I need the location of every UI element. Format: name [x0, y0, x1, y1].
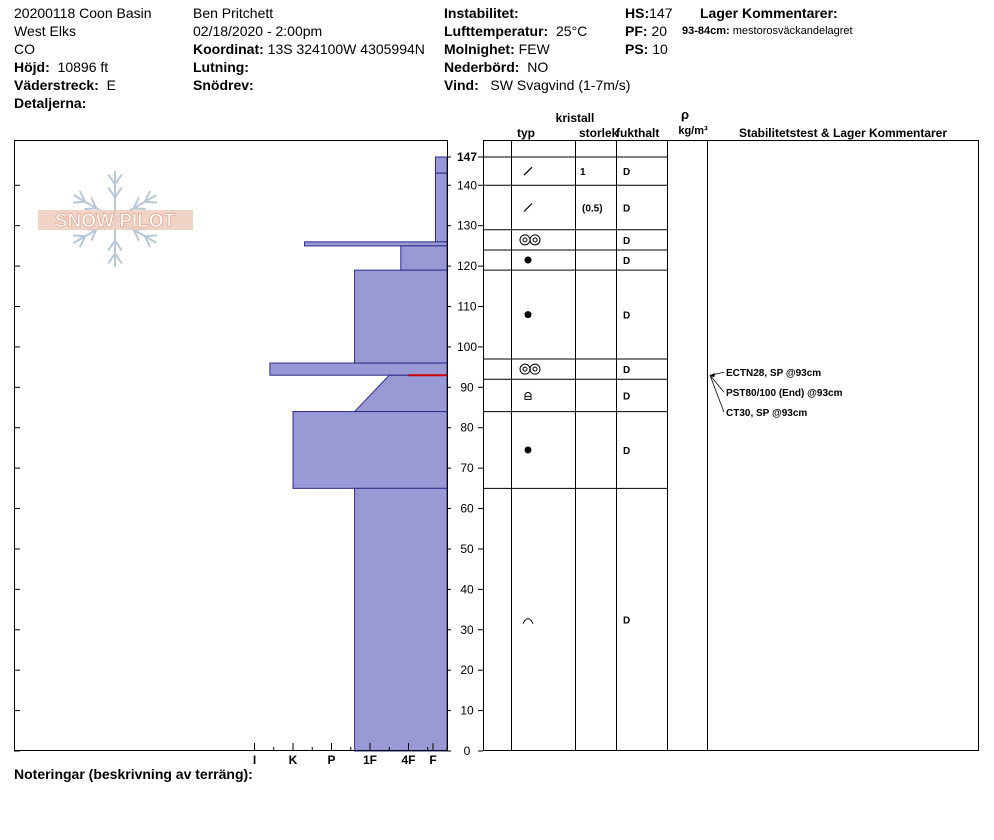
- layer-moisture: D: [623, 167, 631, 179]
- snowflake-branch: [108, 254, 115, 264]
- stability-header: Stabilitetstest & Lager Kommentarer: [738, 126, 948, 140]
- crystal-ring-icon: [520, 235, 530, 245]
- snowflake-branch: [73, 202, 85, 203]
- depth-tick-label: 0: [463, 744, 471, 758]
- hardness-layer-65-0: [355, 488, 447, 751]
- hardness-tick-label: F: [429, 753, 437, 767]
- type-header: typ: [517, 126, 535, 140]
- crystal-cup-icon: [525, 392, 531, 399]
- hardness-layer-125-119: [401, 246, 447, 270]
- elevation-label: Höjd:: [14, 59, 50, 75]
- hardness-tick-label: I: [252, 753, 257, 767]
- air-temp-label: Lufttemperatur:: [444, 23, 549, 39]
- pf-value: 20: [651, 23, 668, 39]
- coord-value: 13S 324100W 4305994N: [267, 41, 425, 57]
- layer-comment-text: mestorosväckandelagret: [732, 25, 853, 37]
- snowflake-branch: [108, 175, 115, 185]
- depth-tick-label: 120: [456, 259, 478, 274]
- pf-label: PF:: [625, 23, 648, 39]
- aspect-label: Väderstreck:: [14, 77, 99, 93]
- layer-moisture: D: [623, 391, 631, 403]
- crystal-ring-icon: [520, 364, 530, 374]
- crystal-ring-inner-icon: [523, 367, 527, 371]
- depth-axis: [447, 150, 483, 758]
- precip-value: NO: [527, 59, 549, 75]
- layer-moisture: D: [623, 310, 631, 322]
- layer-table-frame: [484, 141, 979, 751]
- crystal-header: kristall: [555, 111, 595, 125]
- stability-tests: [710, 368, 843, 419]
- snowflake-branch: [108, 241, 115, 251]
- stability-leader: [710, 375, 724, 392]
- snowflake-branch: [145, 202, 157, 203]
- wind-label: Vind:: [444, 77, 479, 93]
- snowflake-branch: [115, 175, 122, 185]
- wind-value: SW Svagvind (1-7m/s): [490, 77, 631, 93]
- depth-tick-label: 60: [460, 501, 474, 516]
- snowflake-branch: [115, 187, 122, 197]
- hardness-layer-143-126: [435, 173, 447, 242]
- instability-label: Instabilitet:: [444, 5, 519, 21]
- snowflake-branch: [145, 235, 157, 236]
- snowflake-branch: [73, 235, 85, 236]
- hardness-layer-119-96: [355, 270, 447, 363]
- air-temp-value: 25°C: [556, 23, 588, 39]
- layer-moisture: D: [623, 365, 631, 377]
- stability-test-label: PST80/100 (End) @93cm: [726, 388, 843, 400]
- hardness-tick-label: P: [327, 753, 336, 767]
- depth-tick-label: 140: [456, 178, 478, 193]
- crystal-ring-icon: [530, 364, 540, 374]
- depth-tick-label: 40: [460, 582, 474, 597]
- hardness-tick-label: K: [288, 753, 298, 767]
- depth-tick-label: 130: [456, 218, 478, 233]
- crystal-slash-icon: [524, 204, 532, 212]
- hs-value: 147: [649, 5, 673, 21]
- snowflake-branch: [134, 208, 146, 209]
- moisture-header: fukthalt: [616, 126, 660, 140]
- layer-size: 1: [580, 167, 586, 179]
- hardness-layer-96-93: [270, 363, 447, 375]
- depth-tick-label: 20: [460, 663, 474, 678]
- crystal-dot-icon: [525, 257, 532, 264]
- sky-value: FEW: [518, 41, 550, 57]
- sky-label: Molnighet:: [444, 41, 515, 57]
- depth-tick-label: 30: [460, 622, 474, 637]
- elevation-value: 10896 ft: [57, 59, 109, 75]
- layer-comments-title: Lager Kommentarer:: [700, 5, 838, 21]
- stability-test-label: CT30, SP @93cm: [726, 408, 808, 420]
- layer-moisture: D: [623, 203, 631, 215]
- depth-tick-label: 100: [456, 339, 478, 354]
- crystal-ring-inner-icon: [533, 238, 537, 242]
- ps-value: 10: [652, 41, 668, 57]
- hardness-layer-126-125: [305, 242, 447, 246]
- rho-header: ρ: [680, 107, 690, 122]
- depth-tick-label: 90: [460, 380, 474, 395]
- notes-label: Noteringar (beskrivning av terräng):: [14, 766, 253, 782]
- crystal-dot-icon: [525, 311, 532, 318]
- density-header: kg/m³: [678, 125, 708, 137]
- depth-tick-label: 70: [460, 461, 474, 476]
- layer-moisture: D: [623, 256, 631, 268]
- crystal-slash-icon: [524, 167, 532, 175]
- range-name: West Elks: [14, 23, 76, 39]
- hardness-layer-93-84: [355, 375, 447, 411]
- depth-tick-label: 147: [456, 150, 478, 164]
- layer-comment-range: 93-84cm:: [682, 25, 730, 37]
- stability-leader: [710, 375, 724, 412]
- depth-tick-label: 80: [460, 420, 474, 435]
- pit-name: 20200118 Coon Basin: [14, 5, 152, 21]
- slope-label: Lutning:: [193, 59, 249, 75]
- depth-tick-label: 50: [460, 541, 474, 556]
- snowflake-branch: [84, 208, 96, 209]
- state-name: CO: [14, 41, 35, 57]
- depth-tick-label: 110: [457, 299, 477, 314]
- crystal-ring-icon: [530, 235, 540, 245]
- hardness-tick-label: 1F: [362, 753, 378, 767]
- details-label: Detaljerna:: [14, 95, 87, 111]
- hardness-layer-84-65: [293, 412, 447, 489]
- layer-moisture: D: [623, 235, 631, 247]
- observer: Ben Pritchett: [193, 5, 274, 21]
- depth-tick-label: 10: [460, 703, 474, 718]
- ps-label: PS:: [625, 41, 649, 57]
- drift-label: Snödrev:: [193, 77, 254, 93]
- layer-table: [483, 140, 708, 751]
- hardness-layer-147-143: [435, 157, 447, 173]
- logo-text: SNOW PILOT: [54, 211, 176, 232]
- layer-size: (0.5): [582, 203, 603, 215]
- layer-moisture: D: [623, 445, 631, 457]
- snowflake-branch: [115, 254, 122, 264]
- crystal-caret-icon: [523, 619, 533, 624]
- layer-moisture: D: [623, 615, 631, 627]
- snowpilot-logo: [38, 171, 193, 267]
- hs-label: HS:: [625, 5, 650, 21]
- crystal-ring-inner-icon: [533, 367, 537, 371]
- crystal-ring-inner-icon: [523, 238, 527, 242]
- stability-test-label: ECTN28, SP @93cm: [726, 368, 822, 380]
- aspect-value: E: [106, 77, 116, 93]
- hardness-profile: [270, 157, 447, 751]
- crystal-dot-icon: [525, 446, 532, 453]
- coord-label: Koordinat:: [193, 41, 264, 57]
- snowflake-branch: [108, 187, 115, 197]
- hardness-tick-label: 4F: [401, 753, 416, 767]
- datetime: 02/18/2020 - 2:00pm: [193, 23, 323, 39]
- size-header: storlek: [579, 126, 619, 140]
- snowflake-branch: [115, 241, 122, 251]
- precip-label: Nederbörd:: [444, 59, 520, 75]
